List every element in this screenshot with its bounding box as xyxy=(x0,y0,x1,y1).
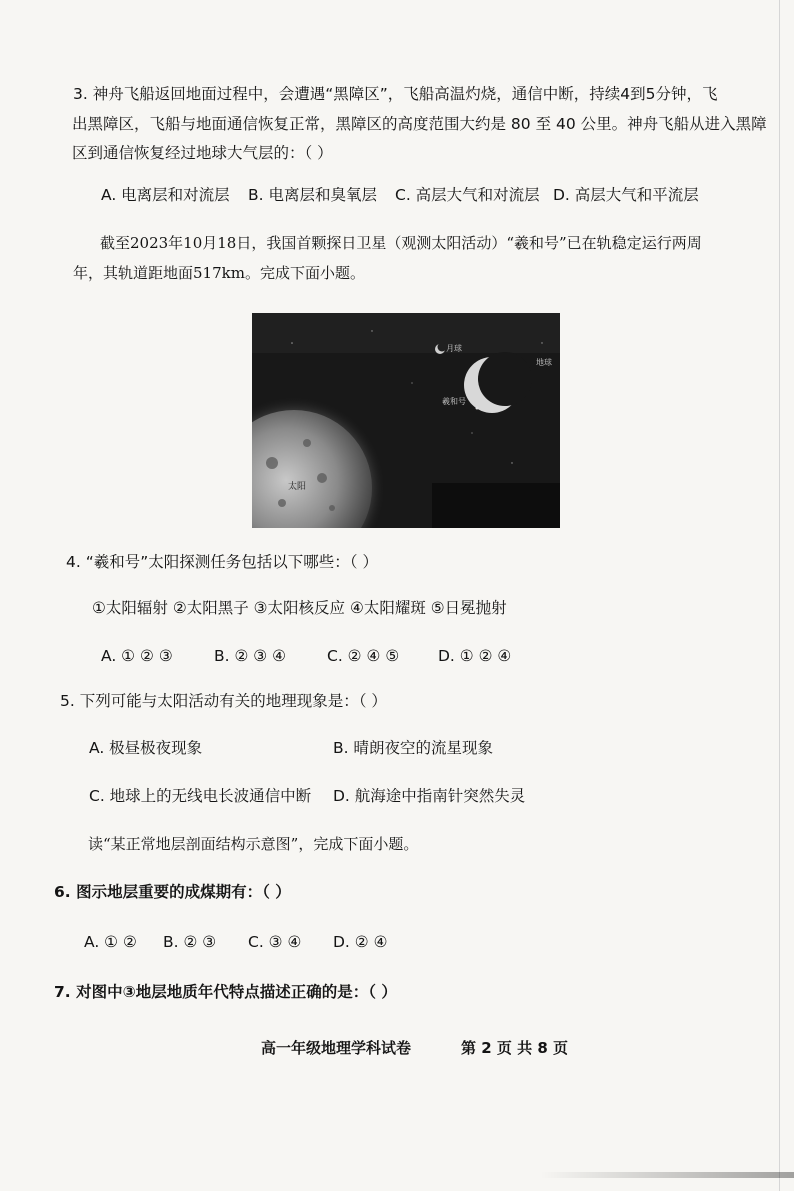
space-illustration xyxy=(252,313,560,528)
q6-option-a: A. ① ② xyxy=(84,933,137,951)
q5-stem: 5. 下列可能与太阳活动有关的地理现象是：（ ） xyxy=(60,692,387,710)
q5-option-c: C. 地球上的无线电长波通信中断 xyxy=(89,787,312,805)
label-satellite: 羲和号 xyxy=(442,397,466,406)
q6-option-c: C. ③ ④ xyxy=(248,933,302,951)
xihe-figure xyxy=(252,313,560,528)
q4-stem: 4. “羲和号”太阳探测任务包括以下哪些：（ ） xyxy=(66,553,378,571)
q5-option-d: D. 航海途中指南针突然失灵 xyxy=(333,787,526,805)
scan-shadow xyxy=(540,1172,794,1178)
q6-option-d: D. ② ④ xyxy=(333,933,388,951)
q6-stem: 6. 图示地层重要的成煤期有：（ ） xyxy=(54,883,291,901)
label-sun: 太阳 xyxy=(288,482,307,492)
q7-stem: 7. 对图中③地层地质年代特点描述正确的是：（ ） xyxy=(54,983,397,1001)
label-earth: 地球 xyxy=(536,358,552,367)
label-moon: 月球 xyxy=(446,344,462,353)
passage2: 读“某正常地层剖面结构示意图”，完成下面小题。 xyxy=(88,835,419,853)
q3-option-d: D. 高层大气和平流层 xyxy=(553,186,699,204)
q4-items: ①太阳辐射 ②太阳黑子 ③太阳核反应 ④太阳耀斑 ⑤日冕抛射 xyxy=(92,599,507,617)
footer-page-number: 第 2 页 共 8 页 xyxy=(461,1039,568,1057)
q3-stem-line-3: 区到通信恢复经过地球大气层的：（ ） xyxy=(72,144,333,162)
q3-option-b: B. 电离层和臭氧层 xyxy=(248,186,377,204)
satellite-dot xyxy=(476,407,479,410)
passage-line-1: 截至2023年10月18日，我国首颗探日卫星（观测太阳活动）“羲和号”已在轨稳定运行两周 xyxy=(100,234,702,252)
q6-option-b: B. ② ③ xyxy=(163,933,217,951)
q4-option-a: A. ① ② ③ xyxy=(101,647,173,665)
footer-title: 高一年级地理学科试卷 xyxy=(261,1039,412,1057)
q5-option-b: B. 晴朗夜空的流星现象 xyxy=(333,739,493,757)
passage-line-2: 年，其轨道距地面517km。完成下面小题。 xyxy=(73,264,365,282)
q3-option-c: C. 高层大气和对流层 xyxy=(395,186,540,204)
q3-option-a: A. 电离层和对流层 xyxy=(101,186,230,204)
q3-stem-line-2: 出黑障区，飞船与地面通信恢复正常，黑障区的高度范围大约是 80 至 40 公里。神舟飞船从进入黑障 xyxy=(72,115,767,133)
q4-option-b: B. ② ③ ④ xyxy=(214,647,287,665)
q4-option-d: D. ① ② ④ xyxy=(438,647,512,665)
q5-option-a: A. 极昼极夜现象 xyxy=(89,739,203,757)
page-edge-line xyxy=(779,0,780,1191)
q4-option-c: C. ② ④ ⑤ xyxy=(327,647,400,665)
q3-stem-line-1: 3. 神舟飞船返回地面过程中，会遭遇“黑障区”，飞船高温灼烧，通信中断，持续4到5分钟，飞 xyxy=(73,85,718,103)
